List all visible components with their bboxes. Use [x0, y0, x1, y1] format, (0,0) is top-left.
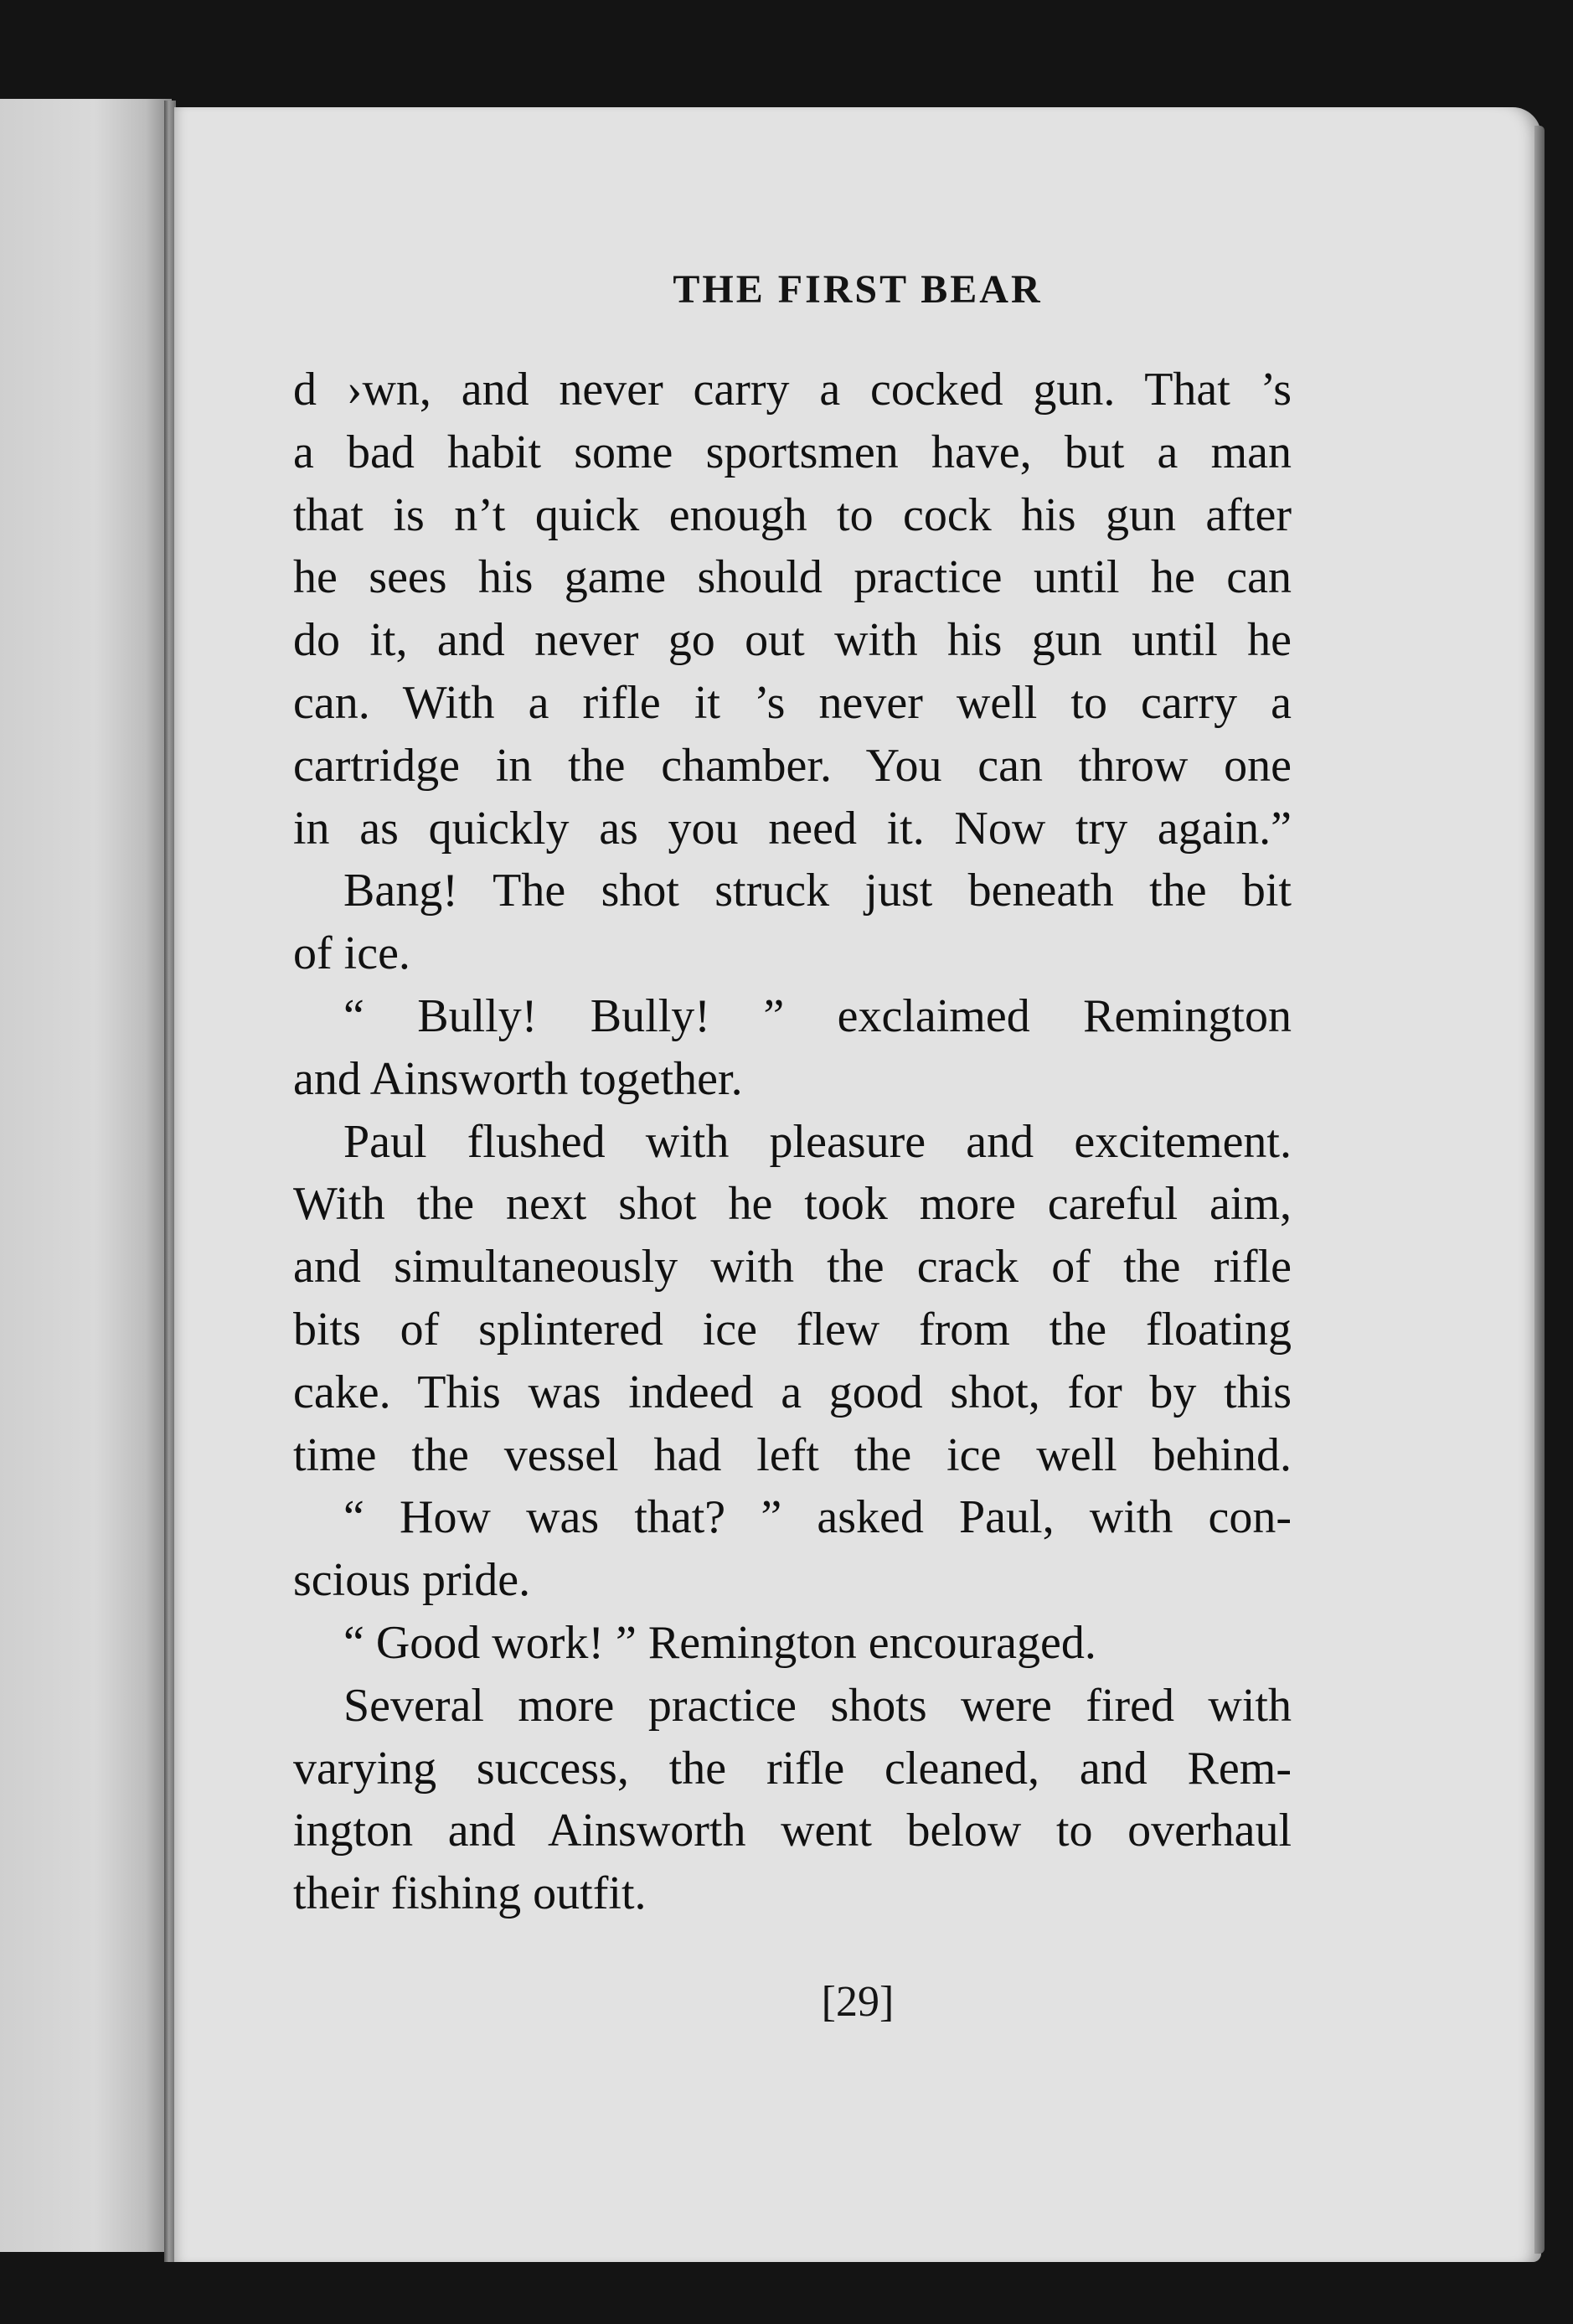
text-line: in as quickly as you need it. Now try again.”	[293, 802, 1292, 855]
facing-page-edge	[0, 99, 172, 2252]
text-line: and Ainsworth together.	[293, 1052, 743, 1105]
text-line: Paul flushed with pleasure and excitement.	[343, 1115, 1292, 1168]
text-line: cake. This was indeed a good shot, for by this	[293, 1366, 1292, 1418]
text-line: a bad habit some sportsmen have, but a man	[293, 426, 1292, 478]
text-line: do it, and never go out with his gun until he	[293, 614, 1292, 667]
text-line: Bang! The shot struck just beneath the bit	[343, 865, 1292, 917]
page-edge-shadow	[1534, 126, 1545, 2254]
text-line: d ›wn, and never carry a cocked gun. That ’s	[293, 364, 1292, 416]
body-text	[293, 359, 1292, 1925]
text-line: “ Good work! ” Remington encouraged.	[343, 1616, 1096, 1669]
text-line: scious pride.	[293, 1554, 531, 1607]
text-line: that is n’t quick enough to cock his gun after	[293, 488, 1292, 541]
text-line: cartridge in the chamber. You can throw one	[293, 739, 1292, 792]
text-line: ington and Ainsworth went below to overhaul	[293, 1805, 1292, 1857]
text-line: varying success, the rifle cleaned, and Rem-	[293, 1742, 1292, 1795]
text-line: their fishing outfit.	[293, 1867, 647, 1920]
text-line: Several more practice shots were fired with	[343, 1679, 1292, 1732]
text-line: “ Bully! Bully! ” exclaimed Remington	[343, 989, 1292, 1042]
text-line: he sees his game should practice until he can	[293, 551, 1292, 604]
text-line: and simultaneously with the crack of the rifle	[293, 1241, 1292, 1294]
running-head: THE FIRST BEAR	[673, 267, 1043, 312]
text-line: bits of splintered ice flew from the floating	[293, 1303, 1292, 1356]
text-line: time the vessel had left the ice well behind.	[293, 1428, 1292, 1481]
text-line: of ice.	[293, 927, 410, 980]
page-number: [29]	[821, 1978, 895, 2026]
text-line: “ How was that? ” asked Paul, with con-	[343, 1491, 1292, 1544]
text-line: can. With a rifle it ’s never well to carry a	[293, 676, 1292, 729]
text-line: With the next shot he took more careful aim,	[293, 1178, 1292, 1231]
